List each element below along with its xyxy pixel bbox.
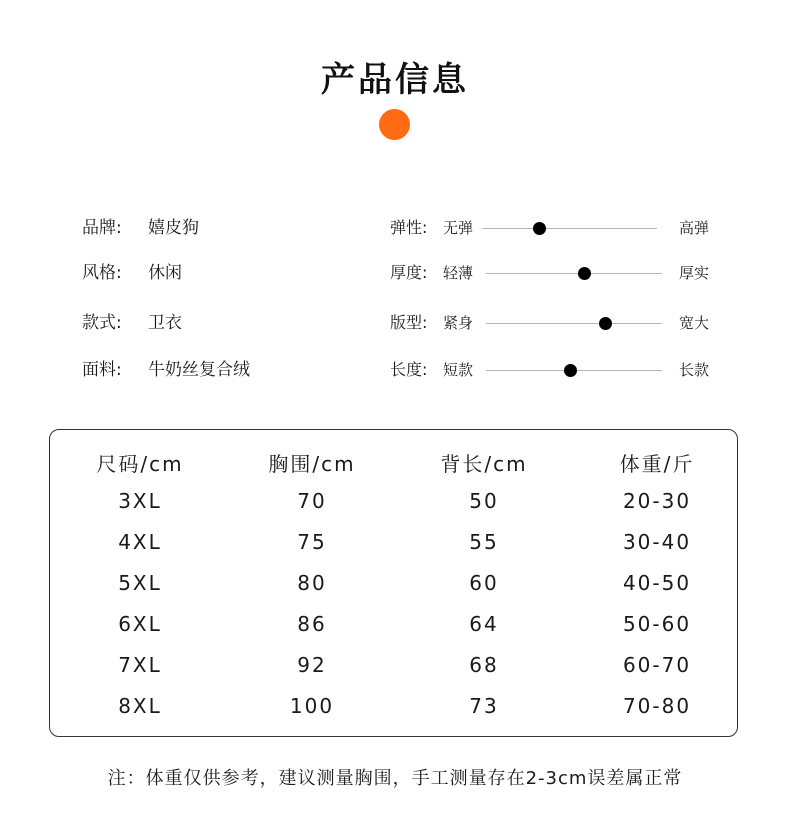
table-cell: 73 bbox=[469, 694, 499, 718]
table-cell: 92 bbox=[297, 653, 327, 677]
table-cell: 6XL bbox=[118, 612, 162, 636]
page-title: 产品信息 bbox=[321, 60, 469, 100]
table-cell: 64 bbox=[469, 612, 499, 636]
table-cell: 5XL bbox=[118, 571, 162, 595]
attribute-label: 长度: bbox=[390, 360, 428, 379]
info-value: 休闲 bbox=[148, 263, 182, 283]
info-label: 面料: bbox=[82, 360, 122, 380]
table-cell: 60-70 bbox=[622, 653, 692, 677]
attribute-slider-track bbox=[486, 323, 662, 324]
table-cell: 80 bbox=[297, 571, 327, 595]
table-cell: 20-30 bbox=[622, 489, 692, 513]
attribute-label: 弹性: bbox=[390, 218, 428, 237]
attribute-high-label: 宽大 bbox=[679, 314, 710, 332]
info-label: 风格: bbox=[82, 263, 122, 283]
info-row bbox=[0, 358, 790, 382]
attribute-low-label: 无弹 bbox=[443, 219, 474, 237]
attribute-slider-knob bbox=[599, 317, 612, 330]
attribute-low-label: 紧身 bbox=[443, 314, 474, 332]
accent-dot bbox=[379, 109, 410, 140]
info-row bbox=[0, 311, 790, 335]
table-cell: 4XL bbox=[118, 530, 162, 554]
info-row bbox=[0, 216, 790, 240]
table-cell: 3XL bbox=[118, 489, 162, 513]
table-cell: 86 bbox=[297, 612, 327, 636]
table-cell: 68 bbox=[469, 653, 499, 677]
attribute-slider-knob bbox=[564, 364, 577, 377]
table-cell: 60 bbox=[469, 571, 499, 595]
attribute-label: 厚度: bbox=[390, 263, 428, 282]
info-label: 款式: bbox=[82, 313, 122, 333]
table-cell: 7XL bbox=[118, 653, 162, 677]
attribute-slider-track bbox=[482, 228, 657, 229]
table-cell: 50 bbox=[469, 489, 499, 513]
table-cell: 75 bbox=[297, 530, 327, 554]
attribute-high-label: 长款 bbox=[679, 361, 710, 379]
attribute-high-label: 高弹 bbox=[679, 219, 710, 237]
measurement-note: 注：体重仅供参考，建议测量胸围，手工测量存在2-3cm误差属正常 bbox=[107, 768, 683, 789]
attribute-slider-knob bbox=[578, 267, 591, 280]
table-cell: 70 bbox=[297, 489, 327, 513]
info-label: 品牌: bbox=[82, 218, 122, 238]
attribute-low-label: 轻薄 bbox=[443, 264, 474, 282]
table-header-cell: 背长/cm bbox=[440, 452, 528, 476]
attribute-slider-track bbox=[486, 273, 662, 274]
table-cell: 55 bbox=[469, 530, 499, 554]
info-value: 牛奶丝复合绒 bbox=[148, 360, 250, 380]
info-value: 卫衣 bbox=[148, 313, 182, 333]
table-cell: 40-50 bbox=[622, 571, 692, 595]
attribute-label: 版型: bbox=[390, 313, 428, 332]
attribute-high-label: 厚实 bbox=[679, 264, 710, 282]
attribute-slider-knob bbox=[533, 222, 546, 235]
table-cell: 30-40 bbox=[622, 530, 692, 554]
attribute-low-label: 短款 bbox=[443, 361, 474, 379]
table-cell: 50-60 bbox=[622, 612, 692, 636]
info-value: 嬉皮狗 bbox=[148, 218, 199, 238]
table-cell: 100 bbox=[289, 694, 335, 718]
table-header-cell: 体重/斤 bbox=[619, 452, 695, 476]
table-header-cell: 胸围/cm bbox=[268, 452, 356, 476]
table-header-cell: 尺码/cm bbox=[96, 452, 184, 476]
info-row bbox=[0, 261, 790, 285]
table-cell: 70-80 bbox=[622, 694, 692, 718]
table-cell: 8XL bbox=[118, 694, 162, 718]
